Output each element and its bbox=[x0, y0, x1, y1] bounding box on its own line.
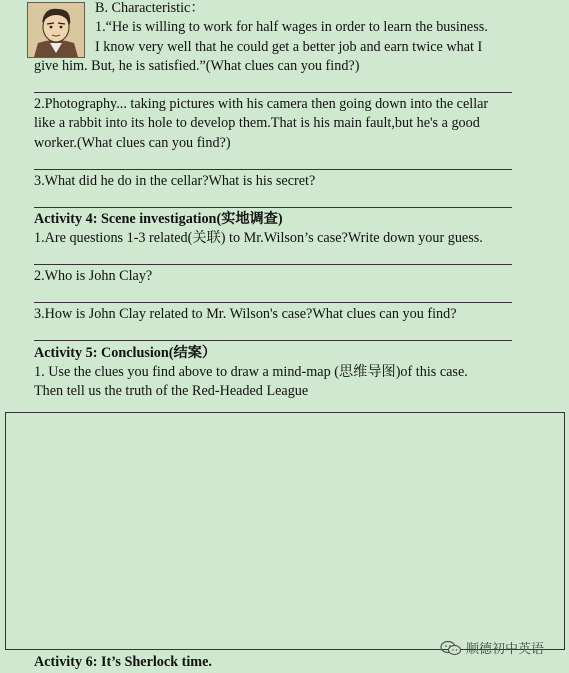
wechat-icon bbox=[440, 640, 462, 656]
answer-line-a4q2[interactable] bbox=[34, 302, 512, 303]
detective-portrait-illustration bbox=[27, 2, 85, 58]
activity5-instruction-line2: Then tell us the truth of the Red-Headed League bbox=[34, 383, 309, 399]
question-b1-line3: give him. But, he is satisfied.”(What clues can you find?) bbox=[34, 58, 360, 74]
answer-line-b3[interactable] bbox=[34, 207, 512, 208]
activity5-instruction-line1: 1. Use the clues you find above to draw a mind-map (思维导图)of this case. bbox=[34, 364, 468, 380]
question-b1-line2: I know very well that he could get a better job and earn twice what I bbox=[95, 39, 483, 55]
activity4-question2: 2.Who is John Clay? bbox=[34, 268, 153, 284]
activity5-heading: Activity 5: Conclusion(结案） bbox=[34, 345, 217, 361]
character-portrait-icon bbox=[28, 3, 84, 57]
question-b3: 3.What did he do in the cellar?What is his secret? bbox=[34, 173, 316, 189]
activity4-question1: 1.Are questions 1-3 related(关联) to Mr.Wilson’s case?Write down your guess. bbox=[34, 230, 483, 246]
activity6-heading: Activity 6: It’s Sherlock time. bbox=[34, 654, 212, 670]
activity4-heading: Activity 4: Scene investigation(实地调查) bbox=[34, 211, 283, 227]
question-b1-line1: 1.“He is willing to work for half wages in order to learn the business. bbox=[95, 19, 488, 35]
question-b2-line2: like a rabbit into its hole to develop them.That is his main fault,but he's a good bbox=[34, 115, 480, 131]
question-b2-line3: worker.(What clues can you find?) bbox=[34, 135, 231, 151]
watermark-text: 顺德初中英语 bbox=[466, 642, 545, 657]
activity4-question3: 3.How is John Clay related to Mr. Wilson's case?What clues can you find? bbox=[34, 306, 457, 322]
section-b-heading: B. Characteristic： bbox=[95, 0, 205, 16]
answer-line-b2[interactable] bbox=[34, 169, 512, 170]
question-b2-line1: 2.Photography... taking pictures with his camera then going down into the cellar bbox=[34, 96, 489, 112]
answer-line-a4q1[interactable] bbox=[34, 264, 512, 265]
mind-map-drawing-box[interactable] bbox=[5, 412, 565, 650]
answer-line-b1[interactable] bbox=[34, 92, 512, 93]
watermark bbox=[440, 638, 544, 657]
answer-line-a4q3[interactable] bbox=[34, 340, 512, 341]
